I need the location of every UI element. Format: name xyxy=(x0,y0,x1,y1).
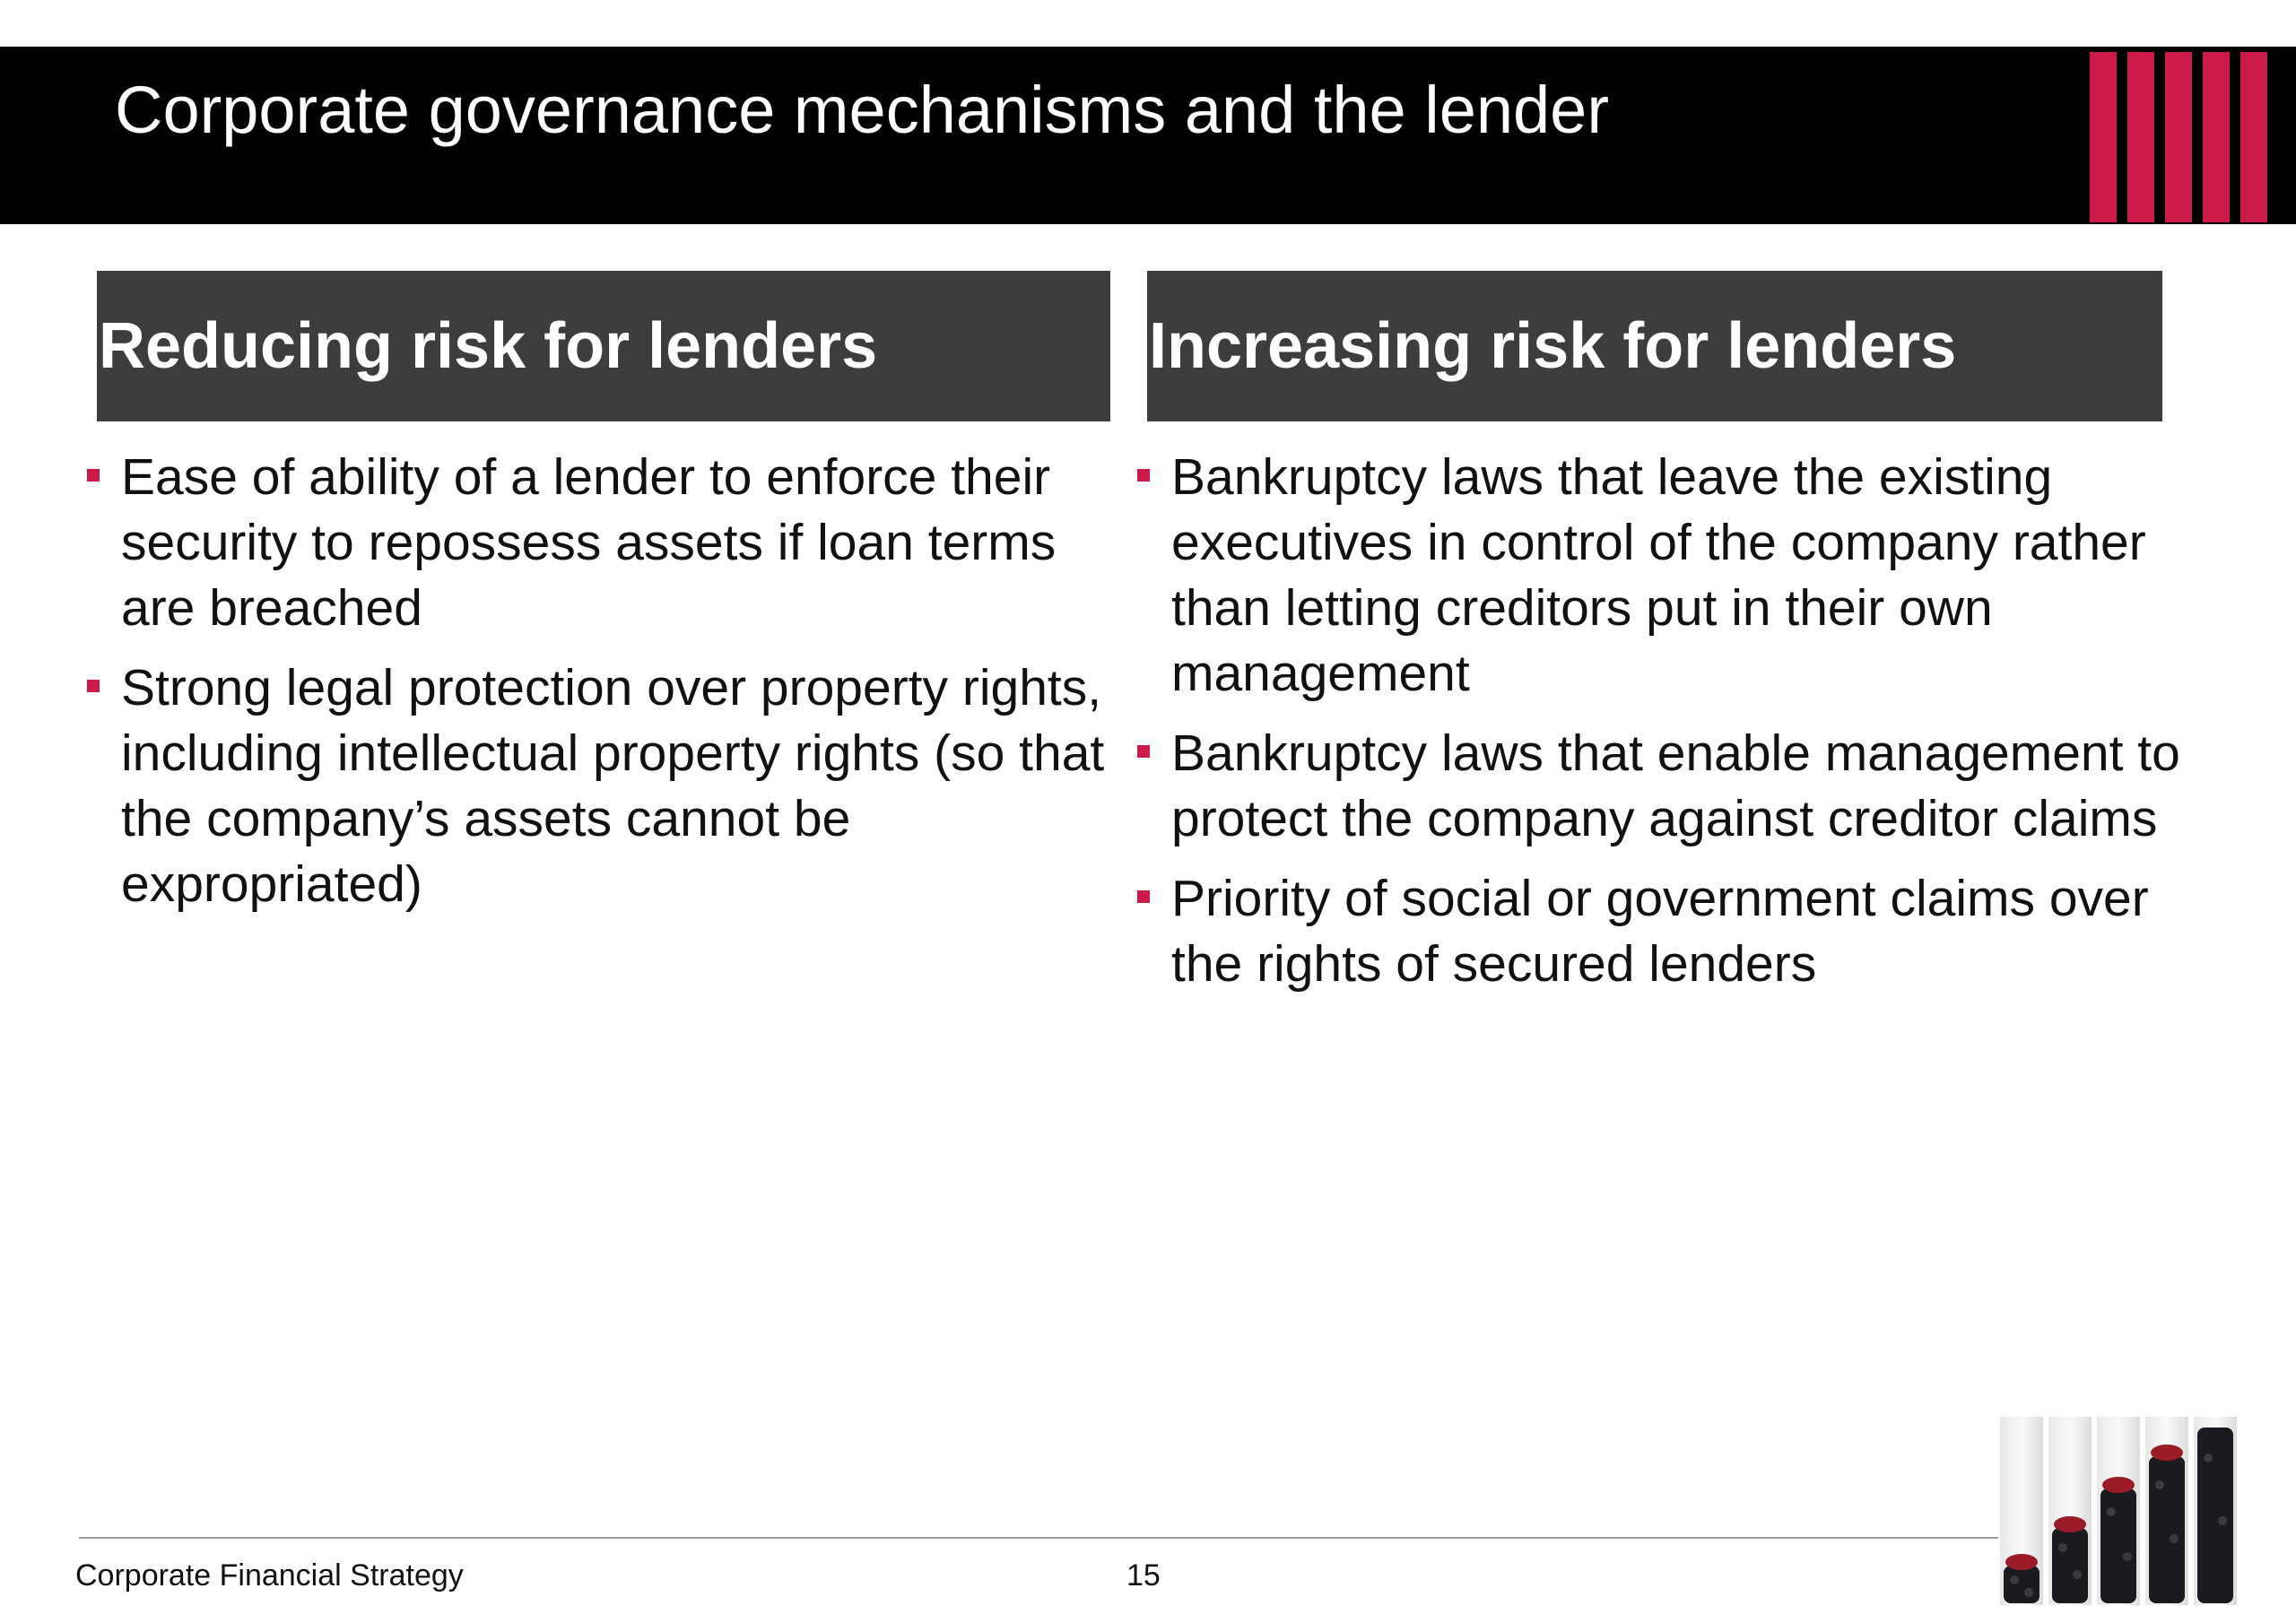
slide-title: Corporate governance mechanisms and the lender xyxy=(115,73,1609,147)
footer-course-name: Corporate Financial Strategy xyxy=(75,1558,464,1593)
bullet-square-icon xyxy=(1137,890,1150,903)
list-item: Bankruptcy laws that enable management to protect the company against creditor claims xyxy=(1135,721,2212,852)
list-item: Ease of ability of a lender to enforce their security to repossess assets if loan terms are breached xyxy=(85,445,1117,641)
red-stripes-logo xyxy=(2090,52,2269,222)
left-column-heading: Reducing risk for lenders xyxy=(97,271,1110,421)
list-item: Priority of social or government claims over the rights of secured lenders xyxy=(1135,866,2212,997)
bullet-square-icon xyxy=(1137,745,1150,758)
test-tubes-with-beads-image xyxy=(1996,1413,2257,1609)
bullet-square-icon xyxy=(87,680,100,692)
page-number: 15 xyxy=(1126,1558,1161,1593)
right-column-heading: Increasing risk for lenders xyxy=(1147,271,2162,421)
list-item: Bankruptcy laws that leave the existing executives in control of the company rather than letting creditors put in their own management xyxy=(1135,445,2212,707)
list-item: Strong legal protection over property rights, including intellectual property rights (so that the company’s assets cannot be expropriated) xyxy=(85,655,1117,917)
bullet-square-icon xyxy=(1137,469,1150,482)
right-bullet-list xyxy=(1135,445,2212,1011)
footer-divider xyxy=(79,1537,1998,1539)
left-bullet-list xyxy=(85,445,1117,932)
bullet-square-icon xyxy=(87,469,100,482)
